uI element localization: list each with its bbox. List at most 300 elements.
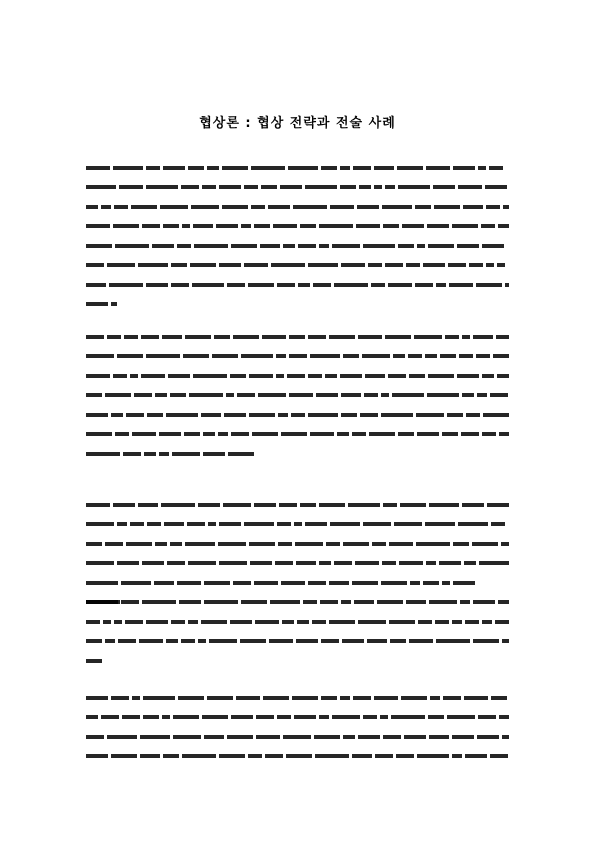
word-block	[230, 374, 246, 378]
word-block	[429, 735, 449, 739]
word-block	[314, 735, 340, 739]
word-block	[111, 696, 129, 700]
word-block	[491, 696, 507, 700]
word-block	[298, 283, 310, 287]
text-line	[86, 235, 512, 245]
word-block	[107, 263, 135, 267]
word-block	[418, 620, 432, 624]
word-block	[381, 413, 413, 417]
word-block	[250, 561, 272, 565]
word-block	[400, 503, 426, 507]
word-block	[352, 581, 378, 585]
word-block	[219, 263, 241, 267]
word-block	[358, 735, 380, 739]
word-block	[222, 205, 248, 209]
word-block	[458, 185, 482, 189]
text-line	[86, 707, 512, 717]
word-block	[152, 244, 174, 248]
word-block	[466, 413, 480, 417]
word-block	[289, 393, 313, 397]
word-block	[383, 224, 399, 228]
word-block	[280, 185, 302, 189]
word-block	[298, 244, 316, 248]
text-line	[86, 385, 512, 395]
paragraph-3	[86, 494, 512, 670]
word-block	[482, 374, 494, 378]
word-block	[340, 696, 350, 700]
word-block	[472, 542, 498, 546]
word-block	[204, 581, 230, 585]
word-block	[382, 561, 396, 565]
word-block	[430, 696, 440, 700]
word-block	[319, 561, 331, 565]
word-block	[425, 522, 455, 526]
word-block	[343, 354, 359, 358]
word-block	[476, 283, 502, 287]
word-block	[173, 715, 199, 719]
word-block	[487, 503, 509, 507]
word-block	[194, 244, 228, 248]
word-block	[241, 224, 251, 228]
word-block	[502, 639, 509, 643]
word-block	[286, 754, 312, 758]
word-block	[414, 335, 442, 339]
word-block	[179, 600, 201, 604]
word-block	[121, 581, 151, 585]
word-block	[495, 620, 509, 624]
word-block	[408, 354, 422, 358]
word-block	[162, 335, 182, 339]
word-block	[365, 374, 385, 378]
word-block	[308, 413, 338, 417]
word-block	[115, 244, 149, 248]
word-block	[477, 735, 499, 739]
word-block	[86, 393, 102, 397]
word-block	[436, 639, 470, 643]
word-block	[372, 542, 386, 546]
word-block	[310, 354, 340, 358]
word-block	[343, 542, 369, 546]
word-block	[391, 715, 425, 719]
word-block	[332, 244, 360, 248]
word-block	[436, 283, 446, 287]
word-block	[289, 335, 305, 339]
word-block	[429, 503, 459, 507]
word-block	[442, 581, 450, 585]
word-block	[201, 413, 221, 417]
word-block	[343, 735, 355, 739]
word-block	[142, 600, 176, 604]
word-block	[478, 166, 486, 170]
word-block	[423, 263, 445, 267]
word-block	[185, 542, 215, 546]
word-block	[114, 205, 128, 209]
text-line	[86, 687, 512, 697]
word-block	[269, 639, 293, 643]
word-block	[111, 302, 117, 306]
word-block	[358, 620, 386, 624]
word-block	[115, 432, 129, 436]
word-block	[374, 696, 398, 700]
word-block	[277, 522, 291, 526]
word-block	[443, 696, 461, 700]
word-block	[321, 639, 339, 643]
word-block	[442, 432, 458, 436]
word-block	[86, 185, 116, 189]
text-line	[86, 365, 512, 375]
word-block	[278, 542, 292, 546]
word-block	[249, 374, 273, 378]
word-block	[212, 354, 238, 358]
word-block	[476, 354, 490, 358]
word-block	[86, 639, 102, 643]
word-block	[216, 224, 238, 228]
word-block	[308, 335, 326, 339]
word-block	[340, 374, 362, 378]
text-line	[86, 746, 512, 756]
word-block	[188, 166, 204, 170]
word-block	[469, 263, 483, 267]
word-block	[101, 715, 119, 719]
word-block	[374, 166, 394, 170]
word-block	[326, 542, 340, 546]
word-block	[173, 735, 201, 739]
word-block	[86, 413, 108, 417]
word-block	[262, 335, 286, 339]
word-block	[204, 735, 224, 739]
word-block	[273, 224, 297, 228]
word-block	[369, 432, 395, 436]
word-block	[426, 561, 436, 565]
word-block	[359, 185, 371, 189]
word-block	[401, 696, 427, 700]
word-block	[397, 166, 423, 170]
word-block	[294, 522, 302, 526]
word-block	[138, 503, 158, 507]
word-block	[416, 542, 450, 546]
word-block	[417, 432, 439, 436]
word-block	[396, 754, 414, 758]
word-block	[256, 735, 280, 739]
word-block	[170, 542, 182, 546]
word-block	[125, 620, 143, 624]
word-block	[142, 561, 164, 565]
word-block	[416, 413, 444, 417]
word-block	[178, 696, 204, 700]
word-block	[355, 561, 379, 565]
word-block	[371, 283, 385, 287]
word-block	[435, 620, 449, 624]
word-block	[254, 224, 270, 228]
word-block	[496, 335, 509, 339]
text-line	[86, 726, 512, 736]
text-line	[86, 650, 512, 660]
word-block	[457, 244, 479, 248]
word-block	[140, 735, 170, 739]
word-block	[383, 503, 397, 507]
word-block	[375, 754, 393, 758]
word-block	[340, 185, 356, 189]
word-block	[86, 620, 100, 624]
word-block	[417, 754, 449, 758]
word-block	[293, 205, 327, 209]
word-block	[498, 224, 509, 228]
word-block	[113, 166, 143, 170]
word-block	[329, 581, 349, 585]
word-block	[352, 754, 372, 758]
word-block	[146, 354, 180, 358]
word-block	[283, 735, 311, 739]
word-block	[445, 335, 459, 339]
word-block	[124, 335, 138, 339]
word-block	[241, 354, 273, 358]
word-block	[270, 600, 300, 604]
word-block	[86, 600, 118, 604]
word-block	[353, 166, 371, 170]
word-block	[236, 696, 260, 700]
word-block	[131, 205, 157, 209]
word-block	[143, 696, 175, 700]
word-block	[497, 263, 505, 267]
word-block	[426, 166, 450, 170]
word-block	[86, 354, 114, 358]
word-block	[452, 735, 474, 739]
word-block	[287, 374, 305, 378]
word-block	[447, 413, 463, 417]
word-block	[86, 263, 104, 267]
word-block	[181, 639, 195, 643]
word-block	[233, 335, 259, 339]
word-block	[101, 205, 111, 209]
word-block	[163, 166, 185, 170]
word-block	[119, 185, 143, 189]
word-block	[321, 696, 337, 700]
word-block	[111, 413, 123, 417]
word-block	[181, 185, 199, 189]
word-block	[479, 561, 509, 565]
word-block	[86, 659, 102, 663]
word-block	[132, 696, 140, 700]
word-block	[251, 166, 285, 170]
word-block	[308, 581, 326, 585]
word-block	[237, 393, 255, 397]
word-block	[113, 374, 127, 378]
word-block	[86, 302, 108, 306]
word-block	[281, 581, 305, 585]
text-line	[86, 157, 512, 167]
word-block	[86, 715, 98, 719]
word-block	[122, 715, 140, 719]
word-block	[364, 393, 378, 397]
word-block	[357, 205, 379, 209]
text-line	[86, 553, 512, 563]
word-block	[390, 639, 406, 643]
word-block	[118, 639, 136, 643]
word-block	[458, 522, 488, 526]
word-block	[294, 715, 316, 719]
word-block	[389, 620, 415, 624]
word-block	[465, 620, 479, 624]
word-block	[218, 542, 246, 546]
word-block	[501, 542, 509, 546]
word-block	[389, 542, 413, 546]
word-block	[103, 620, 111, 624]
word-block	[374, 185, 382, 189]
word-block	[341, 393, 361, 397]
word-block	[86, 522, 114, 526]
word-block	[109, 283, 143, 287]
word-block	[382, 205, 412, 209]
word-block	[86, 283, 106, 287]
text-line	[86, 346, 512, 356]
word-block	[252, 432, 278, 436]
word-block	[385, 335, 411, 339]
word-block	[452, 224, 478, 228]
text-line	[86, 196, 512, 206]
word-block	[329, 335, 355, 339]
word-block	[433, 185, 455, 189]
word-block	[248, 754, 262, 758]
word-block	[177, 581, 201, 585]
word-block	[406, 263, 420, 267]
word-block	[341, 263, 365, 267]
word-block	[155, 393, 167, 397]
word-block	[303, 600, 317, 604]
word-block	[189, 393, 223, 397]
word-block	[490, 393, 508, 397]
text-line	[86, 294, 512, 304]
word-block	[188, 561, 216, 565]
word-block	[164, 522, 184, 526]
word-block	[473, 335, 493, 339]
word-block	[261, 185, 277, 189]
word-block	[297, 620, 309, 624]
word-block	[147, 522, 161, 526]
text-line	[86, 494, 512, 504]
word-block	[146, 620, 168, 624]
word-block	[452, 620, 462, 624]
word-block	[107, 735, 137, 739]
word-block	[155, 542, 167, 546]
word-block	[283, 244, 295, 248]
word-block	[170, 393, 186, 397]
text-line	[86, 443, 512, 453]
word-block	[224, 413, 246, 417]
word-block	[452, 754, 462, 758]
word-block	[481, 224, 495, 228]
word-block	[276, 374, 284, 378]
word-block	[415, 205, 431, 209]
word-block	[201, 620, 227, 624]
word-block	[86, 166, 110, 170]
word-block	[198, 503, 220, 507]
word-block	[360, 413, 378, 417]
word-block	[86, 452, 120, 456]
word-block	[354, 600, 374, 604]
word-block	[300, 503, 316, 507]
word-block	[402, 224, 424, 228]
word-block	[292, 696, 318, 700]
word-block	[448, 263, 466, 267]
word-block	[254, 581, 278, 585]
text-line	[86, 404, 512, 414]
word-block	[332, 715, 360, 719]
word-block	[248, 283, 274, 287]
word-block	[107, 335, 121, 339]
word-block	[482, 244, 504, 248]
word-block	[464, 561, 476, 565]
word-block	[141, 335, 159, 339]
word-block	[385, 185, 395, 189]
word-block	[276, 354, 286, 358]
word-block	[202, 715, 228, 719]
word-block	[105, 639, 115, 643]
word-block	[203, 452, 225, 456]
word-block	[439, 561, 461, 565]
word-block	[449, 283, 473, 287]
word-block	[190, 263, 216, 267]
text-line	[86, 611, 512, 621]
word-block	[146, 185, 178, 189]
word-block	[316, 393, 338, 397]
word-block	[265, 754, 283, 758]
word-block	[207, 696, 233, 700]
word-block	[429, 600, 457, 604]
word-block	[348, 503, 380, 507]
word-block	[398, 432, 414, 436]
word-block	[184, 432, 200, 436]
word-block	[244, 263, 268, 267]
word-block	[231, 244, 257, 248]
word-block	[482, 432, 496, 436]
word-block	[394, 522, 422, 526]
word-block	[171, 263, 187, 267]
word-block	[462, 335, 470, 339]
word-block	[113, 503, 135, 507]
word-block	[258, 393, 286, 397]
word-block	[363, 715, 377, 719]
word-block	[499, 715, 509, 719]
word-block	[113, 224, 139, 228]
word-block	[160, 205, 188, 209]
text-line	[86, 255, 512, 265]
word-block	[325, 374, 337, 378]
word-block	[341, 600, 351, 604]
word-block	[398, 244, 414, 248]
word-block	[219, 522, 241, 526]
word-block	[219, 185, 241, 189]
paragraph-4	[86, 687, 512, 765]
word-block	[214, 335, 230, 339]
text-line	[86, 424, 512, 434]
word-block	[142, 224, 160, 228]
word-block	[227, 283, 245, 287]
word-block	[392, 393, 424, 397]
word-block	[139, 639, 163, 643]
paragraph-2	[86, 326, 512, 463]
word-block	[341, 413, 357, 417]
word-block	[321, 166, 337, 170]
word-block	[126, 542, 152, 546]
word-block	[358, 335, 382, 339]
word-block	[143, 715, 159, 719]
text-line	[86, 533, 512, 543]
word-block	[330, 205, 354, 209]
word-block	[483, 413, 509, 417]
word-block	[453, 166, 475, 170]
word-block	[428, 715, 444, 719]
word-block	[209, 639, 237, 643]
